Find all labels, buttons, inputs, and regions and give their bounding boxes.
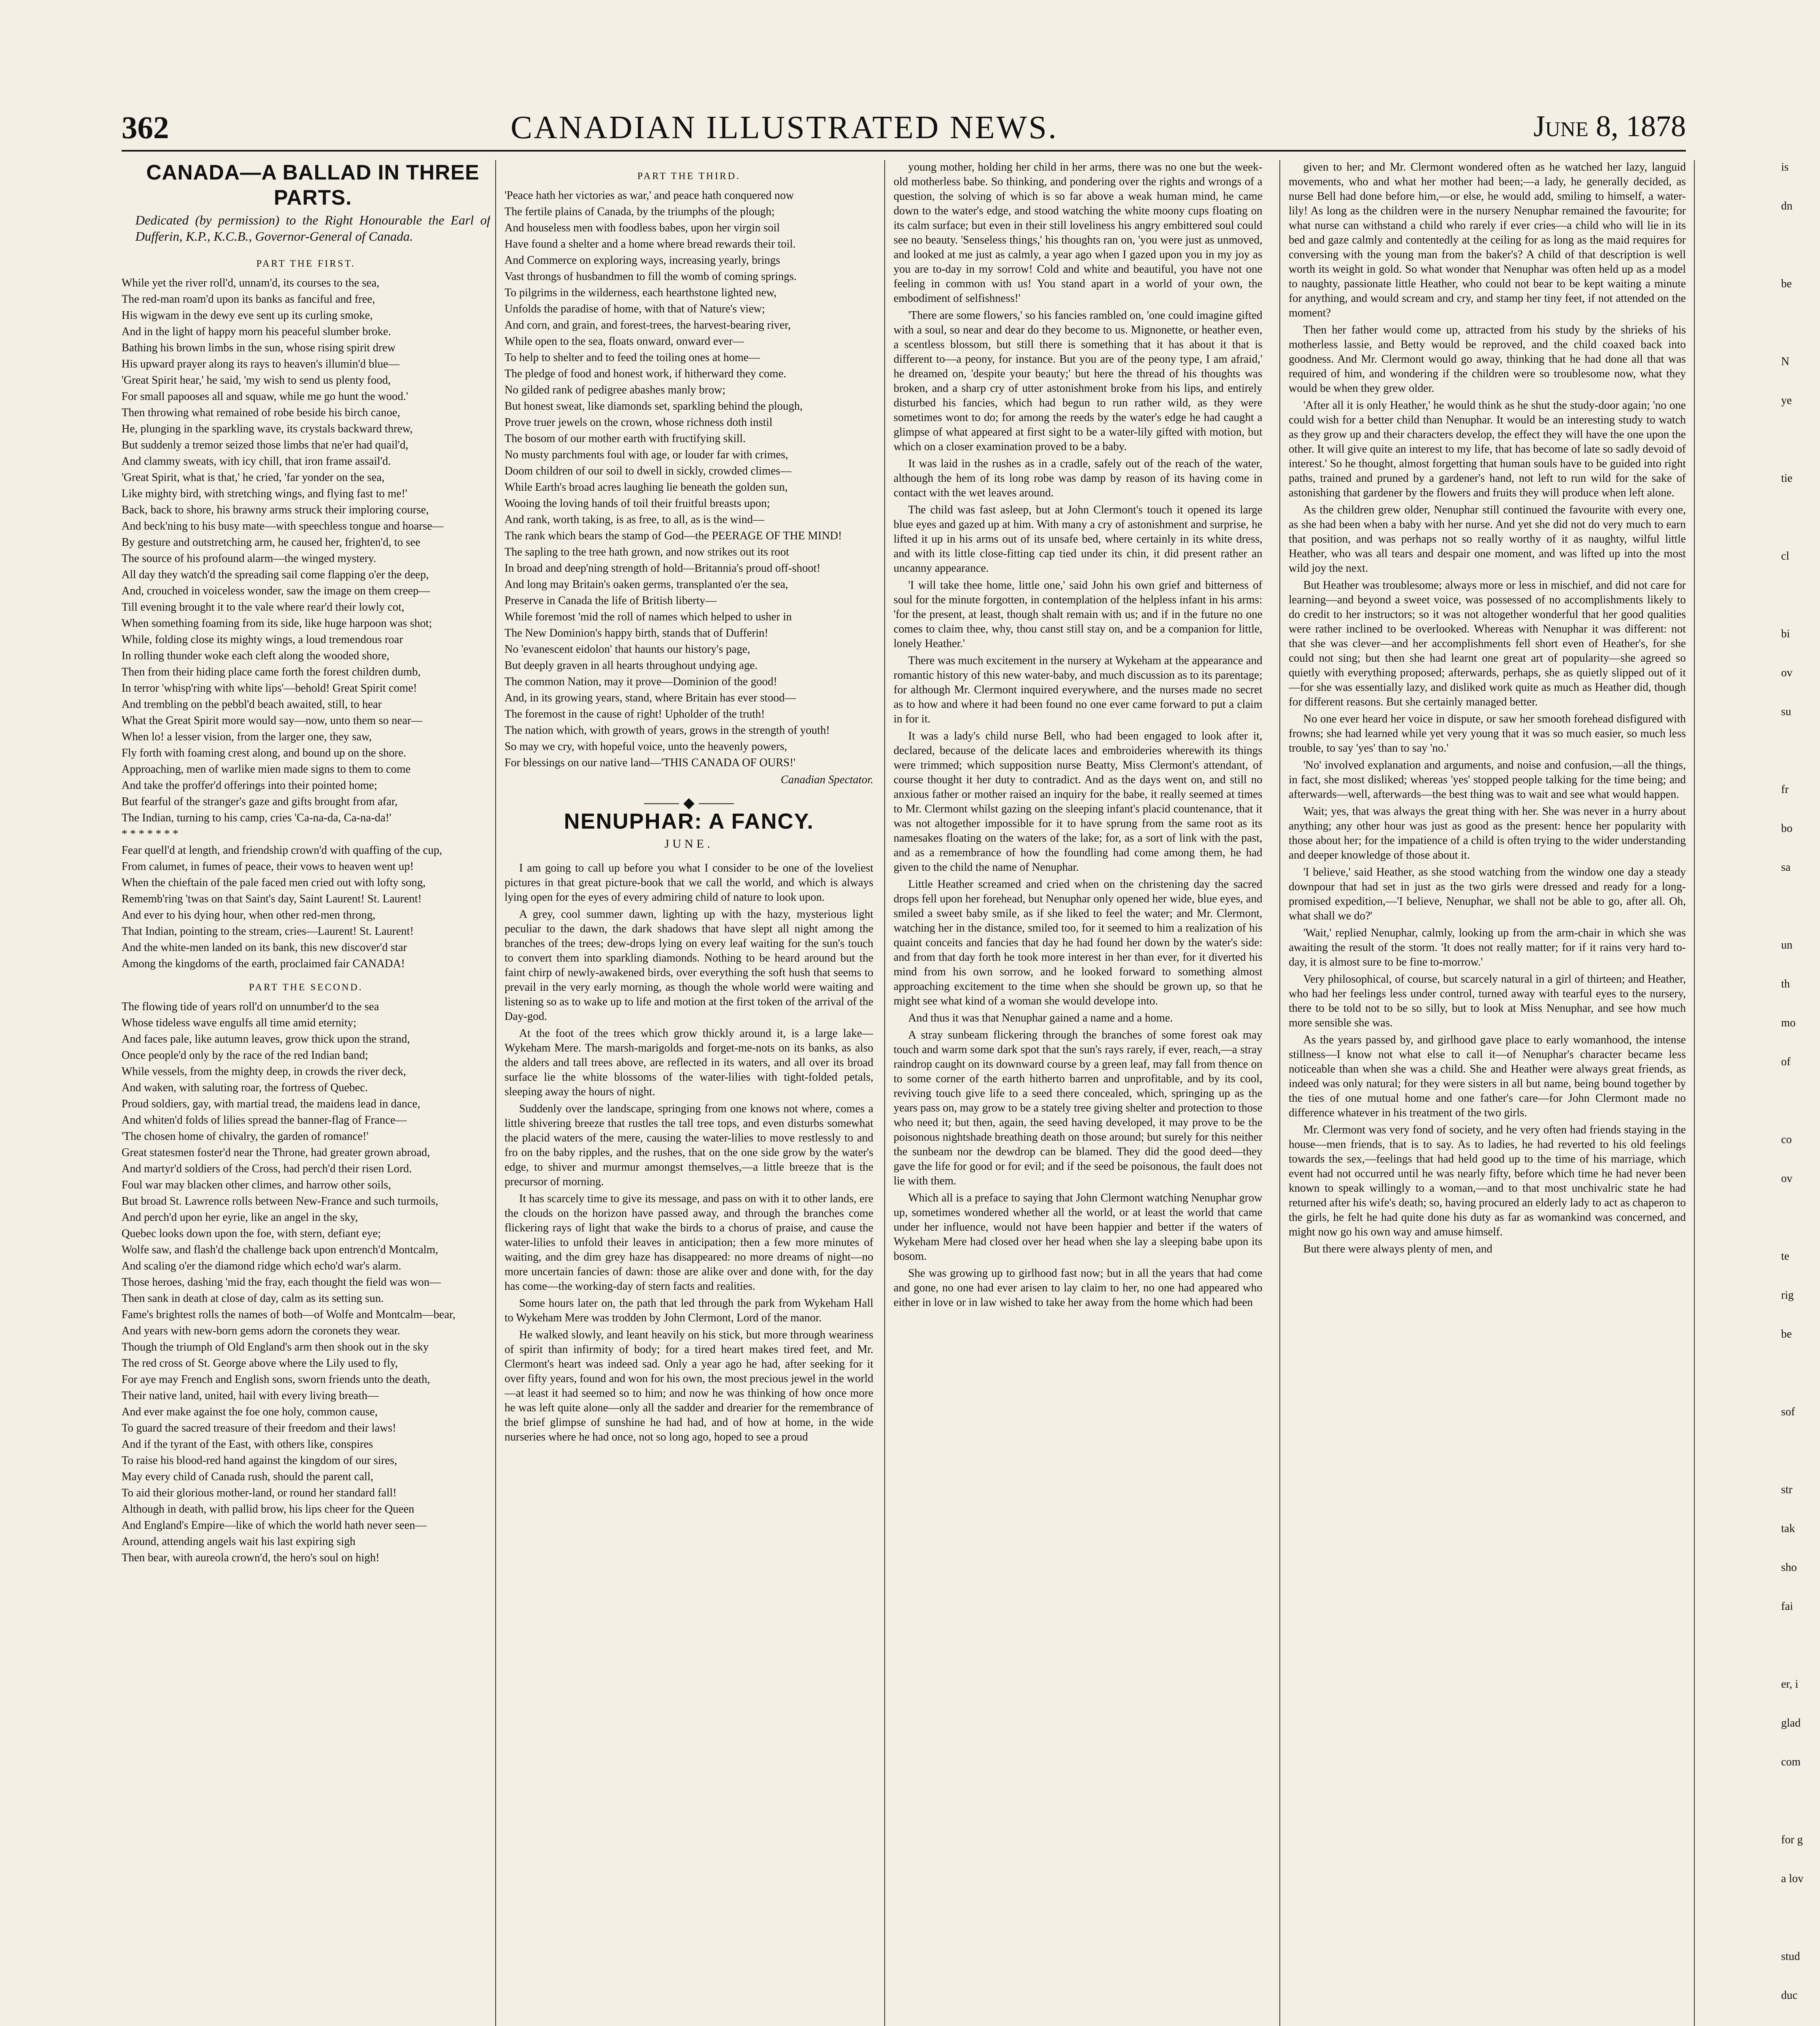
verse-line: When something foaming from its side, like huge harpoon was shot;: [122, 617, 432, 630]
verse-line: Prove truer jewels on the crown, whose richness doth instil: [505, 416, 772, 429]
edge-fragment: duc: [1781, 1989, 1798, 2002]
verse-line: The red cross of St. George above where the Lily used to fly,: [122, 1357, 398, 1370]
paragraph: As the years passed by, and girlhood gave place to early womanhood, the intense stillness—I know not what else to call it—of Nenuphar's character became less noticeable than when she was a child. She and Heather were always great friends, as indeed was only natural; for they were sisters in all but name, being bound together by the ties of one mutual home and one father's care—for John Clermont made no difference whatever in his treatment of the two girls.: [1289, 1034, 1686, 1119]
verse-line: Approaching, men of warlike mien made signs to them to come: [122, 763, 411, 776]
paragraph: given to her; and Mr. Clermont wondered often as he watched her lazy, languid movements, who and what her mother had been;—a lady, he generally decided, as nurse Bell had done before him,—or else, he would add, smiling to himself, a water-lily! As long as the children were in the nursery Nenuphar remained the favourite; for what nurse can withstand a child who rarely if ever cries—a child who will lie in its bed and gaze calmly and contentedly at the ceiling for as long as the maid requires for conversing with the young man from the baker's? A child of that description is well worth its weight in gold. So what wonder that Nenuphar was often held up as a model to naughty, passionate little Heather, who could not bear to be kept waiting a minute for anything, and would scream and cry, and stamp her tiny feet, if not attended on the moment?: [1289, 161, 1686, 319]
edge-fragment: ov: [1781, 667, 1792, 679]
verse-line: Then from their hiding place came forth the forest children dumb,: [122, 666, 421, 678]
paragraph: A stray sunbeam flickering through the branches of some forest oak may touch and warm some dark spot that the sun's rays rarely, if ever, reach,—a stray raindrop caught on its downward course by a green leaf, may fall from thence on to some corner of the earth hitherto barren and unprofitable, and by its cool, reviving touch give life to a seed there concealed, which, springing up as the years pass on, may grow to be a stately tree giving shelter and protection to those who need it; but then, again, the seed having developed, it may prove to be the poisonous nightshade breathing death on those around; but surely for this neither the sunbeam nor the dewdrop can be blamed. They did the good deed—they gave the life for good or for evil; and if the seed be poisonous, the fault does not lie with them.: [894, 1029, 1262, 1187]
verse-line: And ever make against the foe one holy, common cause,: [122, 1406, 378, 1418]
verse-line: And ever to his dying hour, when other red-men throng,: [122, 909, 376, 921]
verse-line: For blessings on our native land—'THIS CANADA OF OURS!': [505, 757, 796, 769]
verse-line: And trembling on the pebbl'd beach awaited, still, to hear: [122, 698, 382, 711]
edge-fragment: [1781, 1911, 1820, 1949]
edge-fragment: [1781, 432, 1820, 471]
ballad-credit: Canadian Spectator.: [781, 774, 873, 786]
verse-line: And England's Empire—like of which the world hath never seen—: [122, 1519, 427, 1532]
ballad-title: CANADA—A BALLAD IN THREE PARTS.: [146, 161, 480, 209]
verse-line: And take the proffer'd offerings into their pointed home;: [122, 779, 377, 792]
edge-fragment: [1781, 316, 1820, 355]
verse-line: And faces pale, like autumn leaves, grow thick upon the strand,: [122, 1033, 410, 1045]
verse-line: The Indian, turning to his camp, cries 'Ca-na-da, Ca-na-da!': [122, 812, 391, 824]
edge-fragment: er, i: [1781, 1678, 1799, 1690]
edge-fragment: sho: [1781, 1561, 1797, 1574]
paragraph: Which all is a preface to saying that John Clermont watching Nenuphar grow up, sometimes wondered whether all the world, or at least the world that came under her influence, would not have been happier and better if the waters of Wykeham Mere had closed over her head when she lay a sleeping babe upon its bosom.: [894, 1192, 1262, 1263]
column-1: [122, 160, 490, 2026]
verse-line: For aye may French and English sons, sworn friends unto the death,: [122, 1373, 430, 1386]
edge-fragment: [1781, 744, 1820, 782]
verse-line: Quebec looks down upon the foe, with stern, defiant eye;: [122, 1227, 381, 1240]
paragraph: young mother, holding her child in her arms, there was no one but the week-old motherless babe. So thinking, and pondering over the rights and wrongs of a question, the solving of which is so far above a weak human mind, he came down to the water's edge, and stood watching the white moony cups floating on its calm surface; but even in their still loveliness his angry embittered soul could see no beauty. 'Senseless things,' his thoughts ran on, 'you were just as unmoved, and looked at me just as calmly, a year ago when I gazed upon you in my joy as you are to-day in my sorrow! Cold and white and beautiful, you have not one feeling in common with us! You stand apart in a world of your own, the embodiment of selfishness!': [894, 161, 1262, 305]
edge-fragment: be: [1781, 278, 1792, 290]
verse-line: Proud soldiers, gay, with martial tread, the maidens lead in dance,: [122, 1098, 420, 1110]
story-text-1: [505, 861, 873, 1445]
verse-line: 'Great Spirit, what is that,' he cried, 'far yonder on the sea,: [122, 471, 385, 484]
page-number: 362: [122, 110, 169, 145]
verse-line: While vessels, from the mighty deep, in crowds the river deck,: [122, 1065, 406, 1078]
verse-line: Like mighty bird, with stretching wings, and flying fast to me!': [122, 487, 407, 500]
verse-line: And corn, and grain, and forest-trees, the harvest-bearing river,: [505, 319, 791, 331]
edge-fragment: dn: [1781, 200, 1792, 212]
edge-fragment: co: [1781, 1133, 1792, 1146]
verse-line: Their native land, united, hail with every living breath—: [122, 1389, 379, 1402]
verse-line: And years with new-born gems adorn the coronets they wear.: [122, 1325, 400, 1337]
edge-fragment: te: [1781, 1250, 1790, 1263]
verse-line: And, crouched in voiceless wonder, saw the image on them creep—: [122, 585, 430, 597]
verse-line: And rank, worth taking, is as free, to all, as is the wind—: [505, 513, 764, 526]
verse-line: And Commerce on exploring ways, increasing yearly, brings: [505, 254, 781, 267]
paragraph: Wait; yes, that was always the great thing with her. She was never in a hurry about anything; any other hour was just as good as the present: hence her popularity with those about her; for the impatience of a child is often trying to the wider understanding and deeper knowledge of those about it.: [1289, 805, 1686, 861]
column-3: [894, 160, 1262, 2026]
verse-line: And perch'd upon her eyrie, like an angel in the sky,: [122, 1211, 358, 1224]
verse-line: Among the kingdoms of the earth, proclaimed fair CANADA!: [122, 957, 405, 970]
verse-line: The bosom of our mother earth with fructifying skill.: [505, 432, 746, 445]
edge-fragment: [1781, 238, 1820, 277]
verse-line: * * * * * * *: [122, 828, 178, 840]
edge-fragment: mo: [1781, 1017, 1796, 1029]
cropped-column-edge: [1781, 160, 1820, 2026]
verse-line: The common Nation, may it prove—Dominion of the good!: [505, 675, 777, 688]
verse-line: But fearful of the stranger's gaze and gifts brought from afar,: [122, 795, 398, 808]
edge-fragment: ov: [1781, 1172, 1792, 1185]
edge-fragment: cl: [1781, 550, 1790, 562]
edge-fragment: tie: [1781, 472, 1792, 485]
verse-line: But suddenly a tremor seized those limbs that ne'er had quail'd,: [122, 439, 408, 451]
verse-line: Till evening brought it to the vale where rear'd their lowly cot,: [122, 601, 404, 613]
verse-line: All day they watch'd the spreading sail come flapping o'er the deep,: [122, 568, 429, 581]
paragraph: A grey, cool summer dawn, lighting up with the hazy, mysterious light peculiar to the dawn, the dark shadows that have slept all night among the branches of the trees; dew-drops lying on every leaf waiting for the sun's touch to convert them into sparkling diamonds. Nothing to be heard around but the faint chirp of newly-awakened birds, over everything the soft hush that seems to prevail in the very early morning, as though the whole world were waiting and listening so as to wake up to life and motion at the first token of the arrival of the Day-god.: [505, 908, 873, 1023]
edge-fragment: bi: [1781, 628, 1790, 640]
verse-line: And houseless men with foodless babes, upon her virgin soil: [505, 222, 780, 234]
edge-fragment: glad: [1781, 1717, 1801, 1729]
verse-line: He, plunging in the sparkling wave, its crystals backward threw,: [122, 423, 413, 435]
ballad-part-3: [505, 188, 873, 770]
verse-line: The rank which bears the stamp of God—the PEERAGE OF THE MIND!: [505, 530, 842, 542]
paragraph: Then her father would come up, attracted from his study by the shrieks of his motherless lassie, and Betty would be reproved, and the child coaxed back into goodness. And Mr. Clermont would go away, thinking that he had done all that was required of him, and wondering if the children were so troublesome now, what they would be when they grew older.: [1289, 324, 1686, 395]
verse-line: The fertile plains of Canada, by the triumphs of the plough;: [505, 205, 775, 218]
paragraph: 'I believe,' said Heather, as she stood watching from the window one day a steady downpour that had set in just as the two girls were dressed and ready for a long-promised expedition,—'I believe, Nenuphar, we shall not be able to go, after all. Oh, what shall we do?': [1289, 866, 1686, 922]
story-title: NENUPHAR: A FANCY.: [564, 809, 814, 833]
edge-fragment: sof: [1781, 1406, 1795, 1418]
ornament-divider: ⸻ ◆ ⸻: [643, 795, 735, 811]
verse-line: 'Great Spirit hear,' he said, 'my wish to send us plenty food,: [122, 374, 391, 387]
verse-line: Once people'd only by the race of the red Indian band;: [122, 1049, 368, 1062]
verse-line: The New Dominion's happy birth, stands that of Dufferin!: [505, 627, 768, 639]
verse-line: Around, attending angels wait his last expiring sigh: [122, 1535, 356, 1548]
column-divider: [884, 160, 885, 2026]
verse-line: 'Peace hath her victories as war,' and peace hath conquered now: [505, 189, 794, 202]
verse-line: But honest sweat, like diamonds set, sparkling behind the plough,: [505, 400, 803, 412]
column-divider: [495, 160, 496, 2026]
edge-fragment: be: [1781, 1328, 1792, 1340]
edge-fragment: fai: [1781, 1600, 1793, 1613]
verse-line: When lo! a lesser vision, from the larger one, they saw,: [122, 731, 372, 743]
verse-line: For small papooses all and squaw, while me go hunt the wood.': [122, 390, 408, 403]
verse-line: From calumet, in fumes of peace, their vows to heaven went up!: [122, 860, 414, 873]
ballad-part-2: [122, 1000, 490, 1565]
verse-line: But deeply graven in all hearts throughout undying age.: [505, 659, 758, 672]
story-text-2: [894, 160, 1262, 1310]
verse-line: Great statesmen foster'd near the Throne, had greater grown abroad,: [122, 1146, 430, 1159]
edge-fragment: [1781, 1444, 1820, 1483]
column-divider: [1279, 160, 1280, 2026]
page-header: [122, 101, 1686, 150]
masthead: CANADIAN ILLUSTRATED NEWS.: [511, 110, 1058, 145]
story-text-3: [1289, 160, 1686, 1257]
edge-fragment: ye: [1781, 394, 1792, 407]
verse-line: To help to shelter and to feed the toiling ones at home—: [505, 351, 760, 364]
verse-line: Doom children of our soil to dwell in sickly, crowded climes—: [505, 465, 792, 477]
edge-fragment: str: [1781, 1483, 1792, 1496]
verse-line: While yet the river roll'd, unnam'd, its courses to the sea,: [122, 277, 380, 289]
issue-date: June 8, 1878: [1533, 110, 1686, 143]
verse-line: So may we cry, with hopeful voice, unto the heavenly powers,: [505, 740, 787, 753]
edge-fragment: bo: [1781, 822, 1792, 835]
verse-line: The sapling to the tree hath grown, and now strikes out its root: [505, 546, 789, 558]
paragraph: There was much excitement in the nursery at Wykeham at the appearance and romantic history of this new water-baby, and much discussion as to its parentage; for although Mr. Clermont inquired everywhere, and the nurses made no secret as to how and where it had been found no one ever came forward to put a claim in for it.: [894, 654, 1262, 725]
verse-line: No 'evanescent eidolon' that haunts our history's page,: [505, 643, 751, 656]
paragraph: Very philosophical, of course, but scarcely natural in a girl of thirteen; and Heather, who had her feelings less under control, turned away with tearful eyes to the nursery, there to be told not to be so silly, but to look at Miss Nenuphar, and see how much more sensible she was.: [1289, 973, 1686, 1029]
verse-line: And in the light of happy morn his peaceful slumber broke.: [122, 325, 391, 338]
paragraph: 'Wait,' replied Nenuphar, calmly, looking up from the arm-chair in which she was awaiting the result of the storm. 'It does not really matter; for if it rains very hard to-day, it is almost sure to be fine to-morrow.': [1289, 927, 1686, 968]
verse-line: And if the tyrant of the East, with others like, conspires: [122, 1438, 373, 1451]
verse-line: And the white-men landed on its bank, this new discover'd star: [122, 941, 407, 954]
paragraph: It was laid in the rushes as in a cradle, safely out of the reach of the water, although the hem of its long robe was damp by reason of its having come in contact with the wet leaves around.: [894, 457, 1262, 499]
edge-fragment: [1781, 588, 1820, 627]
verse-line: Fly forth with foaming crest along, and bound up on the shore.: [122, 747, 406, 759]
verse-line: That Indian, pointing to the stream, cries—Laurent! St. Laurent!: [122, 925, 414, 938]
paragraph: But there were always plenty of men, and: [1303, 1243, 1493, 1255]
edge-fragment: com: [1781, 1756, 1801, 1768]
edge-fragment: tak: [1781, 1522, 1795, 1535]
paragraph: No one ever heard her voice in dispute, or saw her smooth forehead disfigured with frowns; she had learned while yet very young that it was so much easier, so much less trouble, to say 'yes' than to say 'no.': [1289, 713, 1686, 754]
paragraph: He walked slowly, and leant heavily on his stick, but more through weariness of spirit than infirmity of body; for a tired heart makes tired feet, and Mr. Clermont's heart was indeed sad. Only a year ago he had, after seeking for it over fifty years, found and won for his own, the most precious jewel in the world—at least it had seemed so to him; and now he was thinking of how once more he was left quite alone—only all the sadder and drearier for the remembrance of the brief glimpse of sunshine he had had, and of how at home, in the wide nurseries where he had once, not so long ago, hoped to see a proud: [505, 1329, 873, 1443]
verse-line: No gilded rank of pedigree abashes manly brow;: [505, 384, 726, 396]
edge-fragment: sa: [1781, 861, 1791, 874]
paragraph: 'There are some flowers,' so his fancies rambled on, 'one could imagine gifted with a soul, so near and dear do they become to us. Mignonette, or heather even, a scentless blossom, but still there is something that it has about it that is different to—a peony, for instance. But you are of the peony type, I am afraid,' he dreamed on, 'despite your beauty;' but here the thread of his thoughts was broken, and a sharp cry of utter astonishment broke from his lips, and entirely disturbed his fancies, which had begun to run rather wild, as they were sometimes wont to do; for among the reeds by the water's edge he had caught a glimpse of what appeared at first sight to be a water-lily gifted with motion, but which on a closer examination proved to be a baby.: [894, 309, 1262, 453]
verse-line: And waken, with saluting roar, the fortress of Quebec.: [122, 1081, 368, 1094]
verse-line: His wigwam in the dewy eve sent up its curling smoke,: [122, 309, 373, 322]
verse-line: While open to the sea, floats onward, onward ever—: [505, 335, 744, 348]
paragraph: 'After all it is only Heather,' he would think as he shut the study-door again; 'no one could wish for a better child than Nenuphar. It would be an interesting study to watch as they grow up and their characters develop, the effect they will have the one upon the other. It will give quite an interest to my life, that has become of late so sadly devoid of interest.' So he thought, almost forgetting that human souls have to be guided into right paths, trained and pruned by a gardener's hand, not left to run wild for the sake of astonishing that gardener by the flowers and fruits they will produce when left alone.: [1289, 399, 1686, 499]
paragraph: 'No' involved explanation and arguments, and noise and confusion,—all the things, in fact, she most disliked; whereas 'yes' stopped people talking for the time being; and afterwards—well, afterwards—the best thing was to wait and see what would happen.: [1289, 759, 1686, 801]
verse-line: No musty parchments foul with age, or louder far with crimes,: [505, 449, 788, 461]
column-divider: [1694, 160, 1695, 2026]
edge-fragment: of: [1781, 1056, 1791, 1068]
paragraph: It was a lady's child nurse Bell, who had been engaged to look after it, declared, because of the delicate laces and embroideries wherewith its things were trimmed; which supposition nurse Beatty, Miss Clermont's attendant, of course thought it her duty to contradict. And as the days went on, and still no anxious father or mother raised an inquiry for the babe, it really seemed at times to Mr. Clermont whilst gazing on the sleeping infant's placid countenance, that it was not altogether impossible for it to have sprung from the same root as its namesakes floating on the waters of the lake; for, as a sort of link with the past, and as a remembrance of how the foundling had come among them, he had given to the child the name of Nenuphar.: [894, 730, 1262, 874]
verse-line: Fame's brightest rolls the names of both—of Wolfe and Montcalm—bear,: [122, 1308, 456, 1321]
verse-line: The pledge of food and honest work, if hitherward they come.: [505, 368, 787, 380]
paragraph: I am going to call up before you what I consider to be one of the loveliest pictures in that great picture-book that we call the world, and which is always lying open for the eyes of every admiring child of nature to look upon.: [505, 862, 873, 904]
paragraph: As the children grew older, Nenuphar still continued the favourite with every one, as she had been when a baby with her nurse. And yet she did not do very much to earn that position, and was perhaps not so really worthy of it as naughty, wilful little Heather, who was all tears and despair one moment, and was lifted up into the most wild joy the next.: [1289, 504, 1686, 575]
verse-line: The source of his profound alarm—the winged mystery.: [122, 552, 376, 565]
verse-line: May every child of Canada rush, should the parent call,: [122, 1470, 374, 1483]
verse-line: The foremost in the cause of right! Upholder of the truth!: [505, 708, 765, 720]
verse-line: To guard the sacred treasure of their freedom and their laws!: [122, 1422, 396, 1434]
verse-line: To pilgrims in the wilderness, each hearthstone lighted new,: [505, 286, 777, 299]
verse-line: In rolling thunder woke each cleft along the wooded shore,: [122, 650, 389, 662]
verse-line: While foremost 'mid the roll of names which helped to usher in: [505, 611, 792, 623]
part-heading: PART THE FIRST.: [256, 259, 356, 269]
verse-line: Wolfe saw, and flash'd the challenge back upon entrench'd Montcalm,: [122, 1244, 438, 1256]
edge-fragment: [1781, 1794, 1820, 1833]
verse-line: Though the triumph of Old England's arm then shook out in the sky: [122, 1341, 429, 1353]
header-rule: [122, 150, 1686, 152]
edge-fragment: rig: [1781, 1289, 1794, 1302]
verse-line: Foul war may blacken other climes, and harrow other soils,: [122, 1179, 391, 1191]
paragraph: And thus it was that Nenuphar gained a name and a home.: [908, 1012, 1173, 1024]
edge-fragment: is: [1781, 161, 1789, 173]
verse-line: In broad and deep'ning strength of hold—Britannia's proud off-shoot!: [505, 562, 821, 575]
verse-line: Back, back to shore, his brawny arms struck their imploring course,: [122, 504, 429, 516]
verse-line: And whiten'd folds of lilies spread the banner-flag of France—: [122, 1114, 407, 1126]
edge-fragment: for g: [1781, 1834, 1803, 1846]
verse-line: Preserve in Canada the life of British liberty—: [505, 594, 717, 607]
verse-line: Then bear, with aureola crown'd, the hero's soul on high!: [122, 1552, 380, 1564]
edge-fragment: [1781, 1638, 1820, 1677]
verse-line: While, folding close its mighty wings, a loud tremendous roar: [122, 633, 403, 646]
edge-fragment: [1781, 899, 1820, 938]
ballad-part-1: [122, 276, 490, 971]
verse-line: By gesture and outstretching arm, he caused her, frighten'd, to see: [122, 536, 421, 549]
paragraph: But Heather was troublesome; always more or less in mischief, and did not care for learning—and beyond a sweet voice, was possessed of no accomplishments likely to do credit to her instructors; so it was not altogether wonderful that her good qualities were rather inclined to be overlooked. Whereas with Nenuphar it was different: not that she was clever—and her accomplishments fell short even of Heather's, for she could not sing; but then she had learnt one great art of popularity—she agreed so quietly with everything proposed; afterwards, perhaps, she as quietly slipped out of it—for she was essentially lazy, and disliked work quite as much as Heather did, though for different reasons. But she certainly managed better.: [1289, 579, 1686, 708]
paragraph: Little Heather screamed and cried when on the christening day the sacred drops fell upon her forehead, but Nenuphar only opened her wide, blue eyes, and smiled a sweet baby smile, as if she liked to feel the water; and Mr. Clermont, watching her in the distance, smiled too, for it seemed to him a realization of his quaint conceits and fancies that day he had found her down by the water's side: and from that day forth he took more interest in her than ever, for it diverted his mind from his own sorrow, and he looked forward to something almost approaching excitement to the time when she should be grown up, so that he might see what kind of a woman she would develope into.: [894, 878, 1262, 1007]
column-4: [1289, 160, 1686, 2026]
verse-line: Then throwing what remained of robe beside his birch canoe,: [122, 406, 400, 419]
edge-fragment: th: [1781, 978, 1790, 990]
verse-line: Bathing his brown limbs in the sun, whose rising spirit drew: [122, 342, 396, 354]
verse-line: To aid their glorious mother-land, or round her standard fall!: [122, 1487, 397, 1499]
verse-line: When the chieftain of the pale faced men cried out with lofty song,: [122, 876, 426, 889]
edge-fragment: [1781, 510, 1820, 549]
verse-line: Then sank in death at close of day, calm as its setting sun.: [122, 1292, 384, 1305]
verse-line: To raise his blood-red hand against the kingdom of our sires,: [122, 1454, 398, 1467]
verse-line: Whose tideless wave engulfs all time amid eternity;: [122, 1017, 357, 1029]
verse-line: While Earth's broad acres laughing lie beneath the golden sun,: [505, 481, 788, 494]
part-heading: PART THE SECOND.: [249, 982, 363, 993]
verse-line: Rememb'ring 'twas on that Saint's day, Saint Laurent! St. Laurent!: [122, 893, 422, 905]
edge-fragment: stud: [1781, 1950, 1800, 1963]
edge-fragment: N: [1781, 355, 1790, 368]
verse-line: The flowing tide of years roll'd on unnumber'd to the sea: [122, 1000, 379, 1013]
verse-line: The red-man roam'd upon its banks as fanciful and free,: [122, 293, 375, 306]
verse-line: Fear quell'd at length, and friendship crown'd with quaffing of the cup,: [122, 844, 443, 857]
verse-line: But broad St. Lawrence rolls between New-France and such turmoils,: [122, 1195, 438, 1207]
verse-line: Although in death, with pallid brow, his lips cheer for the Queen: [122, 1503, 415, 1515]
ballad-dedication: Dedicated (by permission) to the Right Honourable the Earl of Dufferin, K.P., K.C.B., Governor-General of Canada.: [135, 213, 490, 244]
verse-line: And beck'ning to his busy mate—with speechless tongue and hoarse—: [122, 520, 444, 532]
paragraph: Some hours later on, the path that led through the park from Wykeham Hall to Wykeham Mere was trodden by John Clermont, Lord of the manor.: [505, 1297, 873, 1324]
verse-line: His upward prayer along its rays to heaven's illumin'd blue—: [122, 358, 400, 370]
verse-line: And clammy sweats, with icy chill, that iron frame assail'd.: [122, 455, 391, 468]
part-heading: PART THE THIRD.: [637, 171, 741, 182]
verse-line: Vast throngs of husbandmen to fill the womb of coming springs.: [505, 270, 797, 283]
paragraph: The child was fast asleep, but at John Clermont's touch it opened its large blue eyes and gazed up at him. With many a cry of astonishment and surprise, he lifted it up in his arms out of its unsafe bed, where certainly in its white dress, and with its little close-fitting cap tied under its chin, it did present rather an uncanny appearance.: [894, 504, 1262, 575]
edge-fragment: [1781, 1210, 1820, 1249]
verse-line: 'The chosen home of chivalry, the garden of romance!': [122, 1130, 369, 1143]
story-subtitle: JUNE.: [664, 837, 714, 851]
verse-line: And, in its growing years, stand, where Britain has ever stood—: [505, 692, 796, 704]
verse-line: Wooing the loving hands of toil their fruitful breasts upon;: [505, 497, 770, 510]
edge-fragment: a lov: [1781, 1872, 1804, 1885]
edge-fragment: su: [1781, 705, 1791, 718]
verse-line: Unfolds the paradise of home, with that of Nature's view;: [505, 303, 765, 315]
column-2: [505, 160, 873, 2026]
paragraph: Suddenly over the landscape, springing from one knows not where, comes a little shivering breeze that rustles the tall tree tops, and even disturbs somewhat the placid waters of the mere, causing the water-lilies to move restlessly to and fro on the baby ripples, and the rushes, that on the one side grow by the water's edge, to shiver and murmur amongst themselves,—a little breeze that is the precursor of morning.: [505, 1103, 873, 1188]
paragraph: It has scarcely time to give its message, and pass on with it to other lands, ere the clouds on the horizon have passed away, and through the branches come flickering rays of light that wake the birds to a chorus of praise, and cause the water-lilies to unfold their leaves in anticipation; then a few more minutes of waiting, and the dim grey haze has disappeared: no more dreams of night—no more uncertain fancies of dawn: those are alike over and done with, for the day has come—the working-day of stern facts and realities.: [505, 1193, 873, 1293]
verse-line: Have found a shelter and a home where bread rewards their toil.: [505, 238, 796, 250]
edge-fragment: [1781, 1094, 1820, 1133]
verse-line: What the Great Spirit more would say—now, unto them so near—: [122, 714, 423, 727]
verse-line: Those heroes, dashing 'mid the fray, each thought the field was won—: [122, 1276, 441, 1289]
paragraph: Mr. Clermont was very fond of society, and he very often had friends staying in the house—men friends, that is to say. As to ladies, he had reverted to his old feelings towards the sex,—feelings that had held good up to the time of his marriage, which event had not occurred until he was nearly fifty, before which time he had never been known to speak willingly to a woman,—and to that most unchivalric state he had returned after his wife's death; so, having procured an elderly lady to act as chaperon to the girls, he felt he had quite done his duty as far as womankind was concerned, and might now go his own way and amuse himself.: [1289, 1124, 1686, 1238]
edge-fragment: [1781, 1366, 1820, 1405]
verse-line: And long may Britain's oaken germs, transplanted o'er the sea,: [505, 578, 788, 591]
verse-line: The nation which, with growth of years, grows in the strength of youth!: [505, 724, 830, 737]
paragraph: She was growing up to girlhood fast now; but in all the years that had come and gone, no one had ever arisen to lay claim to her, no one had appeared who either in love or in law wished to take her away from the home which had been: [894, 1267, 1262, 1309]
paragraph: 'I will take thee home, little one,' said John his own grief and bitterness of soul for the minute forgotten, in contemplation of the helpless infant in his arms: 'for the present, at least, though shalt remain with us; and if in the future no one comes to claim thee, why, thou canst still stay on, and be a companion for little, lonely Heather.': [894, 579, 1262, 650]
verse-line: In terror 'whisp'ring with white lips'—behold! Great Spirit come!: [122, 682, 417, 695]
edge-fragment: fr: [1781, 783, 1789, 796]
paragraph: At the foot of the trees which grow thickly around it, is a large lake—Wykeham Mere. The marsh-marigolds and forget-me-nots on its banks, as also the alders and tall trees above, are reflected in its waters, and all over its broad surface lie the white blossoms of the water-lilies with tight-folded petals, sleeping away the hours of night.: [505, 1027, 873, 1098]
verse-line: And scaling o'er the diamond ridge which echo'd war's alarm.: [122, 1260, 402, 1272]
verse-line: And martyr'd soldiers of the Cross, had perch'd their risen Lord.: [122, 1163, 412, 1175]
edge-fragment: un: [1781, 939, 1792, 951]
